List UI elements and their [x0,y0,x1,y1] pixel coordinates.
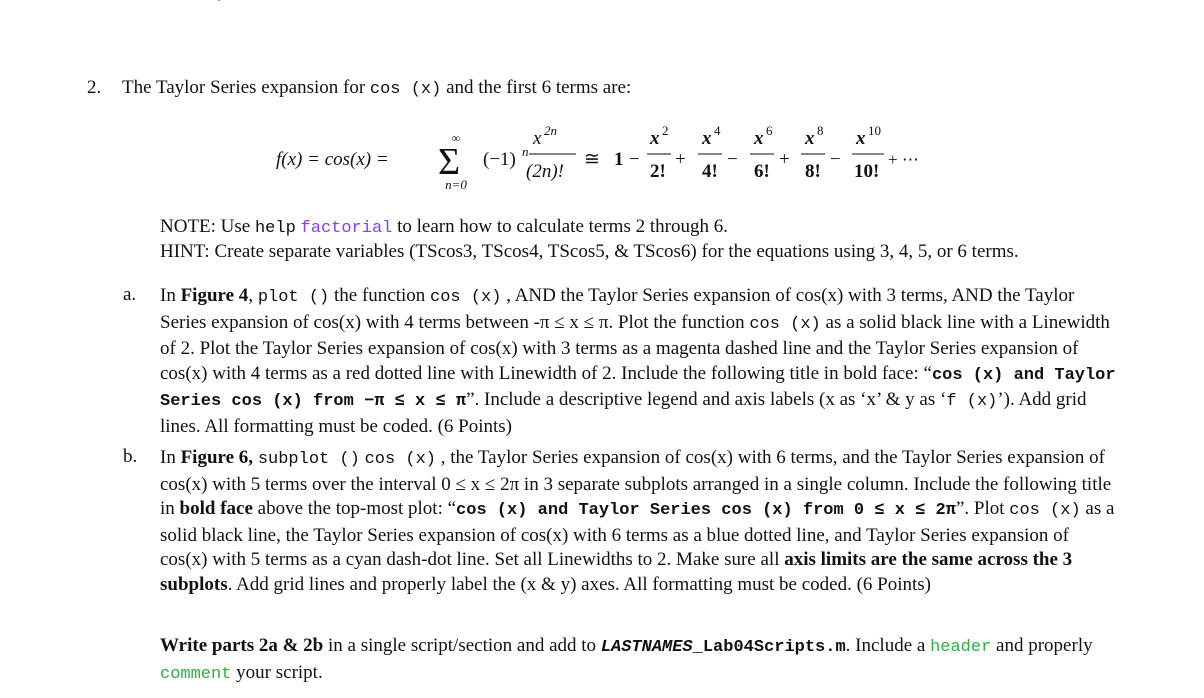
approx-sign: ≅ [584,149,600,170]
svg-text:x: x [805,128,815,149]
code-help: help [254,219,296,238]
code-cos-x: cos (x) [749,314,821,334]
svg-text:x: x [702,128,712,149]
svg-text:x: x [650,128,660,149]
keyword-header: header [930,638,992,657]
hint-line: HINT: Create separate variables (TScos3, TScos4, TScos5, & TScos6) for the equations using 3, 4, 5, or 6 terms. [160,241,1019,262]
svg-text:−: − [629,149,640,170]
filename-suffix: _Lab04Scripts.m [692,638,846,657]
question-number: 2. [87,77,102,98]
svg-text:6: 6 [766,123,773,138]
svg-text:1: 1 [614,149,624,170]
keyword-factorial: factorial [300,219,393,238]
sum-lower: n=0 [445,177,467,192]
closing-instruction: Write parts 2a & 2b in a single script/section and add to LASTNAMES_Lab04Scripts.m. Include a header and properly comment your script. [160,635,1093,684]
svg-text:n: n [522,144,529,159]
filename-prefix: LASTNAMES [600,638,693,657]
svg-text:8: 8 [817,123,824,138]
svg-text:+ ⋯: + ⋯ [888,150,919,169]
sum-upper: ∞ [451,131,461,145]
svg-text:x: x [533,128,542,149]
note-line: NOTE: Use help factorial to learn how to calculate terms 2 through 6. [160,216,728,238]
part-b-label: b. [123,446,138,467]
svg-text:4!: 4! [702,161,718,182]
code-fx: f (x) [946,392,998,412]
svg-text:6!: 6! [754,161,770,182]
svg-text:2n: 2n [544,123,557,138]
svg-text:4: 4 [714,123,721,138]
svg-text:+: + [675,149,686,170]
svg-text:x: x [754,128,764,149]
svg-text:(2n)!: (2n)! [526,161,564,182]
svg-text:−: − [830,149,841,170]
part-b-paragraph: In Figure 6, subplot () cos (x) , the Taylor Series expansion of cos(x) with 6 terms, and the Taylor Series expansion of cos(x) with 5 terms over the interval 0 ≤ x ≤ 2π in 3 separate subplots arranged in a single column. Include the following title in bold face above the top-most plot: “cos (x) and Taylor Series cos (x) from 0 ≤ x ≤ 2π”. Plot cos (x) as a solid black line, the Taylor Series expansion of cos(x) with 6 terms as a blue dotted line, and Taylor Series expansion of cos(x) with 5 terms as a cyan dash-dot line. Set all Linewidths to 2. Make sure all axis limits are the same across the 3 subplots. Add grid lines and properly label the (x & y) axes. All formatting must be coded. (6 Points) [160,447,1115,595]
code-subplot: subplot () [257,450,360,469]
code-plot: plot () [257,288,330,307]
term-coef: (−1) [483,149,516,170]
sum-sign: Σ [438,141,461,183]
svg-text:x: x [856,128,866,149]
svg-text:10: 10 [868,123,881,138]
code-cos-x: cos (x) [1009,501,1081,521]
svg-text:+: + [779,149,790,170]
formula-lhs: f(x) = cos(x) = [276,149,389,170]
code-cos-x: cos (x) [364,450,437,469]
title-code-b: cos (x) and Taylor Series cos (x) from 0 ≤ x ≤ 2π [456,501,956,521]
svg-text:8!: 8! [805,161,821,182]
cropped-text-fragment [212,0,264,2]
svg-text:2: 2 [662,123,669,138]
question-intro: The Taylor Series expansion for cos (x) and the first 6 terms are: [122,77,632,99]
part-a-label: a. [123,284,137,305]
title-code-a: cos (x) and Taylor Series cos (x) from −π ≤ x ≤ π [160,365,1116,412]
part-a-paragraph: In Figure 4, plot () the function cos (x) , AND the Taylor Series expansion of cos(x) with 3 terms, AND the Taylor Series expansion of cos(x) with 4 terms between -π ≤ x ≤ π. Plot the function cos (x) as a solid black line with a Linewidth of 2. Plot the Taylor Series expansion of cos(x) with 3 terms as a magenta dashed line and the Taylor Series expansion of cos(x) with 4 terms as a red dotted line with Linewidth of 2. Include the following title in bold face: “cos (x) and Taylor Series cos (x) from −π ≤ x ≤ π”. Include a descriptive legend and axis labels (x as ‘x’ & y as ‘f (x)’). Add grid lines. All formatting must be coded. (6 Points) [160,285,1116,437]
code-cos-x: cos (x) [430,288,502,307]
svg-text:2!: 2! [650,161,666,182]
code-cos-x: cos (x) [369,80,442,99]
svg-text:10!: 10! [854,161,880,182]
svg-text:−: − [727,149,738,170]
taylor-series-formula [270,120,919,200]
keyword-comment: comment [160,664,232,684]
